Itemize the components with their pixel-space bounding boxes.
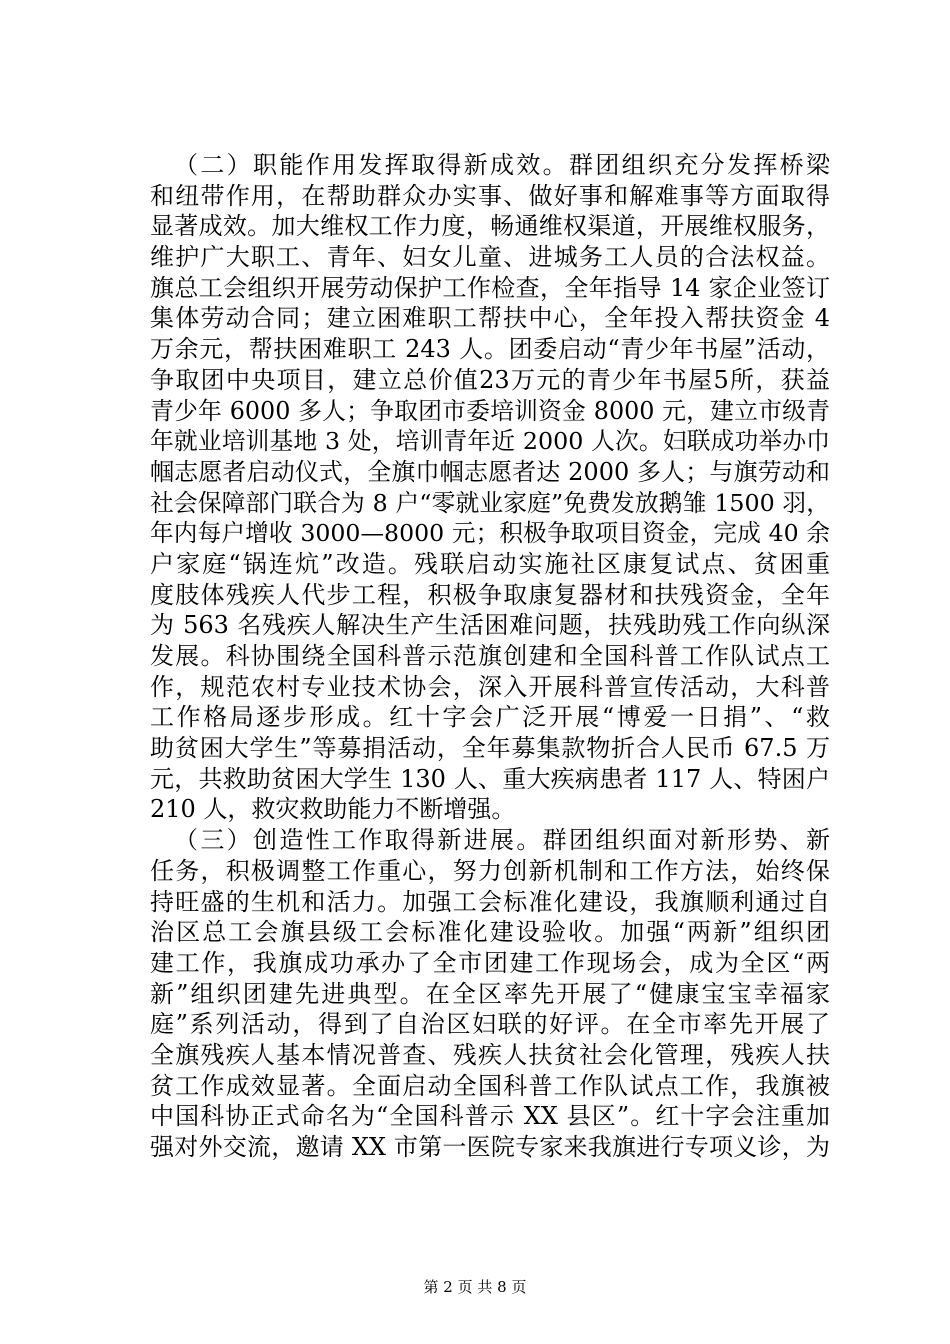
paragraph-line: 助贫困大学生”等募捐活动，全年募集款物折合人民币 67.5 万 bbox=[150, 734, 830, 763]
paragraph-line: 庭”系列活动，得到了自治区妇联的好评。在全市率先开展了 bbox=[150, 1010, 830, 1039]
paragraph-line: 发展。科协围绕全国科普示范旗创建和全国科普工作队试点工 bbox=[150, 642, 830, 670]
paragraph-line: 维护广大职工、青年、妇女儿童、进城务工人员的合法权益。 bbox=[150, 243, 830, 272]
paragraph-line: 青少年 6000 多人；争取团市委培训资金 8000 元，建立市级青 bbox=[150, 396, 830, 425]
paragraph-line: 显著成效。加大维权工作力度，畅通维权渠道，开展维权服务， bbox=[150, 212, 830, 241]
page-number-footer: 第 2 页 共 8 页 bbox=[423, 1278, 527, 1296]
body-text bbox=[150, 150, 830, 1163]
paragraph-line: 工作格局逐步形成。红十字会广泛开展“博爱一日捐”、“救 bbox=[150, 703, 830, 732]
paragraph-line: 度肢体残疾人代步工程，积极争取康复器材和扶残资金，全年 bbox=[150, 580, 830, 609]
paragraph-line: 建工作，我旗成功承办了全市团建工作现场会，成为全区“两 bbox=[150, 948, 830, 977]
paragraph-line: 治区总工会旗县级工会标准化建设验收。加强“两新”组织团 bbox=[150, 918, 830, 947]
paragraph-line: 为 563 名残疾人解决生产生活困难问题，扶残助残工作向纵深 bbox=[150, 611, 830, 640]
paragraph-line: 集体劳动合同；建立困难职工帮扶中心，全年投入帮扶资金 4 bbox=[150, 304, 830, 333]
paragraph-line: 和纽带作用，在帮助群众办实事、做好事和解难事等方面取得 bbox=[150, 181, 830, 210]
paragraph-line: （二）职能作用发挥取得新成效。群团组织充分发挥桥梁 bbox=[174, 151, 830, 179]
paragraph-line: 年就业培训基地 3 处，培训青年近 2000 人次。妇联成功举办巾 bbox=[150, 427, 830, 456]
paragraph-line: 贫工作成效显著。全面启动全国科普工作队试点工作，我旗被 bbox=[150, 1071, 830, 1100]
paragraph-line: 旗总工会组织开展劳动保护工作检查，全年指导 14 家企业签订 bbox=[150, 273, 830, 302]
paragraph-line: 作，规范农村专业技术协会，深入开展科普宣传活动，大科普 bbox=[150, 672, 830, 701]
paragraph-line: 社会保障部门联合为 8 户“零就业家庭”免费发放鹅雏 1500 羽， bbox=[150, 488, 830, 517]
paragraph-line: 强对外交流，邀请 XX 市第一医院专家来我旗进行专项义诊，为 bbox=[150, 1133, 830, 1161]
paragraph-line: 争取团中央项目，建立总价值23万元的青少年书屋5所，获益 bbox=[150, 365, 830, 394]
paragraph-line: 中国科协正式命名为“全国科普示 XX 县区”。红十字会注重加 bbox=[150, 1102, 830, 1131]
paragraph-line: 全旗残疾人基本情况普查、残疾人扶贫社会化管理，残疾人扶 bbox=[150, 1040, 830, 1069]
paragraph-line: 任务，积极调整工作重心，努力创新机制和工作方法，始终保 bbox=[150, 856, 830, 885]
paragraph-line: 万余元，帮扶困难职工 243 人。团委启动“青少年书屋”活动， bbox=[150, 335, 830, 364]
paragraph-line: 210 人，救灾救助能力不断增强。 bbox=[150, 795, 516, 824]
paragraph-line: 户家庭“锅连炕”改造。残联启动实施社区康复试点、贫困重 bbox=[150, 549, 830, 578]
paragraph-line: 新”组织团建先进典型。在全区率先开展了“健康宝宝幸福家 bbox=[150, 979, 830, 1008]
paragraph-line: 帼志愿者启动仪式，全旗巾帼志愿者达 2000 多人；与旗劳动和 bbox=[150, 457, 830, 486]
paragraph-line: （三）创造性工作取得新进展。群团组织面对新形势、新 bbox=[174, 826, 830, 855]
paragraph-line: 年内每户增收 3000—8000 元；积极争取项目资金，完成 40 余 bbox=[150, 519, 830, 548]
paragraph-line: 元，共救助贫困大学生 130 人、重大疾病患者 117 人、特困户 bbox=[150, 764, 830, 793]
paragraph-line: 持旺盛的生机和活力。加强工会标准化建设，我旗顺利通过自 bbox=[150, 887, 830, 916]
